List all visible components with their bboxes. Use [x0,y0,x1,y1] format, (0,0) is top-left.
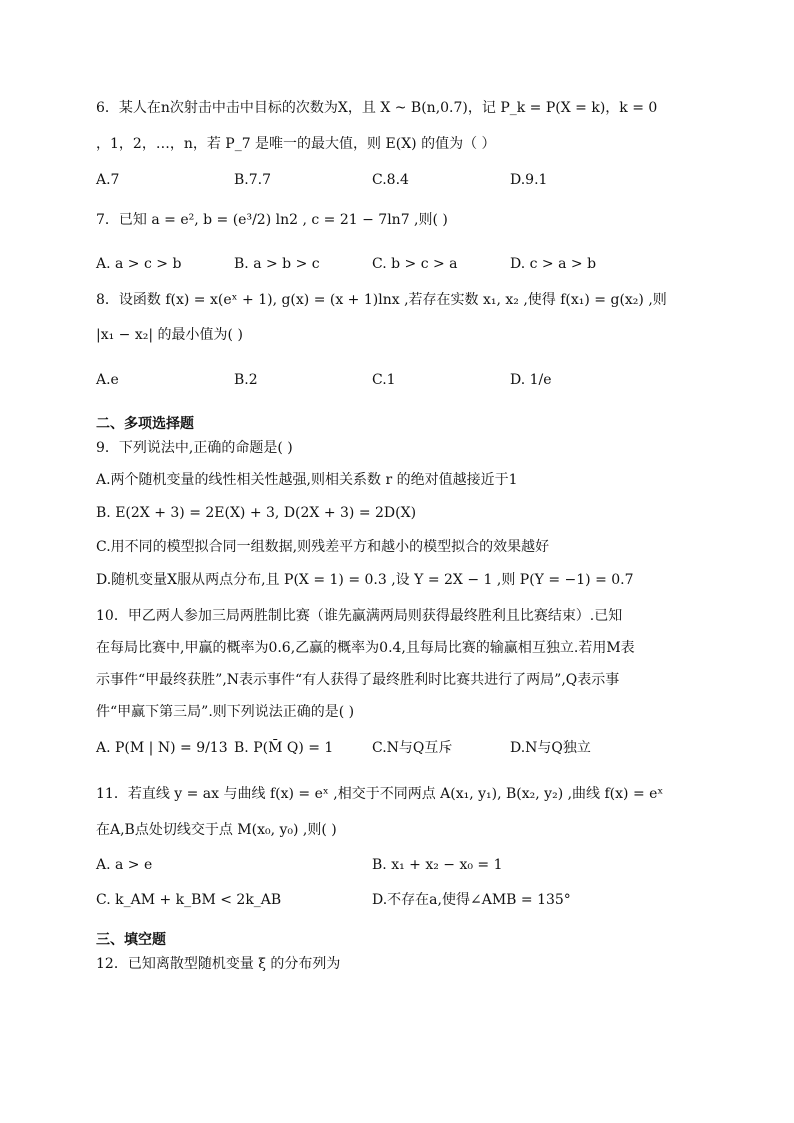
q8-option-b: B.2 [234,372,258,388]
q9-option-d: D.随机变量X服从两点分布,且 P(X = 1) = 0.3 ,设 Y = 2X − 1 ,则 P(Y = −1) = 0.7 [96,572,634,588]
q8-option-a: A.e [96,372,119,388]
q10-option-c: C.N与Q互斥 [372,740,453,756]
q10-option-b: B. P(M̄ Q) = 1 [234,740,334,756]
q6-stem-line2: ，1，2，…，n，若 P_7 是唯一的最大值，则 E(X) 的值为（ ） [96,136,496,152]
q10-stem-line2: 在每局比赛中,甲赢的概率为0.6,乙赢的概率为0.4,且每局比赛的输赢相互独立.若用M表 [96,640,635,656]
q11-option-d: D.不存在a,使得∠AMB = 135° [372,892,571,908]
q12-stem: 12．已知离散型随机变量 ξ 的分布列为 [96,956,341,972]
q8-stem-line2: |x₁ − x₂| 的最小值为( ) [96,327,243,343]
q9-option-a: A.两个随机变量的线性相关性越强,则相关系数 r 的绝对值越接近于1 [96,472,518,488]
q11-option-a: A. a > e [96,857,153,873]
q8-option-c: C.1 [372,372,396,388]
q11-option-c: C. k_AM + k_BM < 2k_AB [96,892,282,908]
q11-stem-line1: 11．若直线 y = ax 与曲线 f(x) = eˣ ,相交于不同两点 A(x₁, y₁), B(x₂, y₂) ,曲线 f(x) = eˣ [96,786,664,802]
q10-stem-line4: 件“甲赢下第三局”.则下列说法正确的是( ) [96,704,355,720]
q6-option-d: D.9.1 [510,172,548,188]
q8-stem-line1: 8．设函数 f(x) = x(eˣ + 1), g(x) = (x + 1)lnx ,若存在实数 x₁, x₂ ,使得 f(x₁) = g(x₂) ,则 [96,292,667,308]
q9-option-c: C.用不同的模型拟合同一组数据,则残差平方和越小的模型拟合的效果越好 [96,539,550,555]
q6-option-b: B.7.7 [234,172,272,188]
q7-option-b: B. a > b > c [234,256,320,272]
q10-stem-line3: 示事件“甲最终获胜”,N表示事件“有人获得了最终胜利时比赛共进行了两局”,Q表示事 [96,672,620,688]
q8-option-d: D. 1/e [510,372,552,388]
q7-option-d: D. c > a > b [510,256,597,272]
q11-option-b: B. x₁ + x₂ − x₀ = 1 [372,857,503,873]
section-title-fill-in: 三、填空题 [96,932,166,948]
q11-stem-line2: 在A,B点处切线交于点 M(x₀, y₀) ,则( ) [96,822,337,838]
q10-option-a: A. P(M | N) = 9/13 [96,740,228,756]
q10-option-d: D.N与Q独立 [510,740,591,756]
q9-stem: 9．下列说法中,正确的命题是( ) [96,440,293,456]
q9-option-b: B. E(2X + 3) = 2E(X) + 3, D(2X + 3) = 2D(X) [96,505,417,521]
q7-option-a: A. a > c > b [96,256,182,272]
q6-option-a: A.7 [96,172,120,188]
q7-stem: 7．已知 a = e², b = (e³/2) ln2 , c = 21 − 7ln7 ,则( ) [96,212,448,228]
q6-option-c: C.8.4 [372,172,409,188]
q6-stem-line1: 6．某人在n次射击中击中目标的次数为X，且 X ~ B(n,0.7)，记 P_k = P(X = k)，k = 0 [96,100,658,116]
q10-stem-line1: 10．甲乙两人参加三局两胜制比赛（谁先赢满两局则获得最终胜利且比赛结束）.已知 [96,608,623,624]
q7-option-c: C. b > c > a [372,256,458,272]
section-title-multiple-choice: 二、多项选择题 [96,416,194,432]
